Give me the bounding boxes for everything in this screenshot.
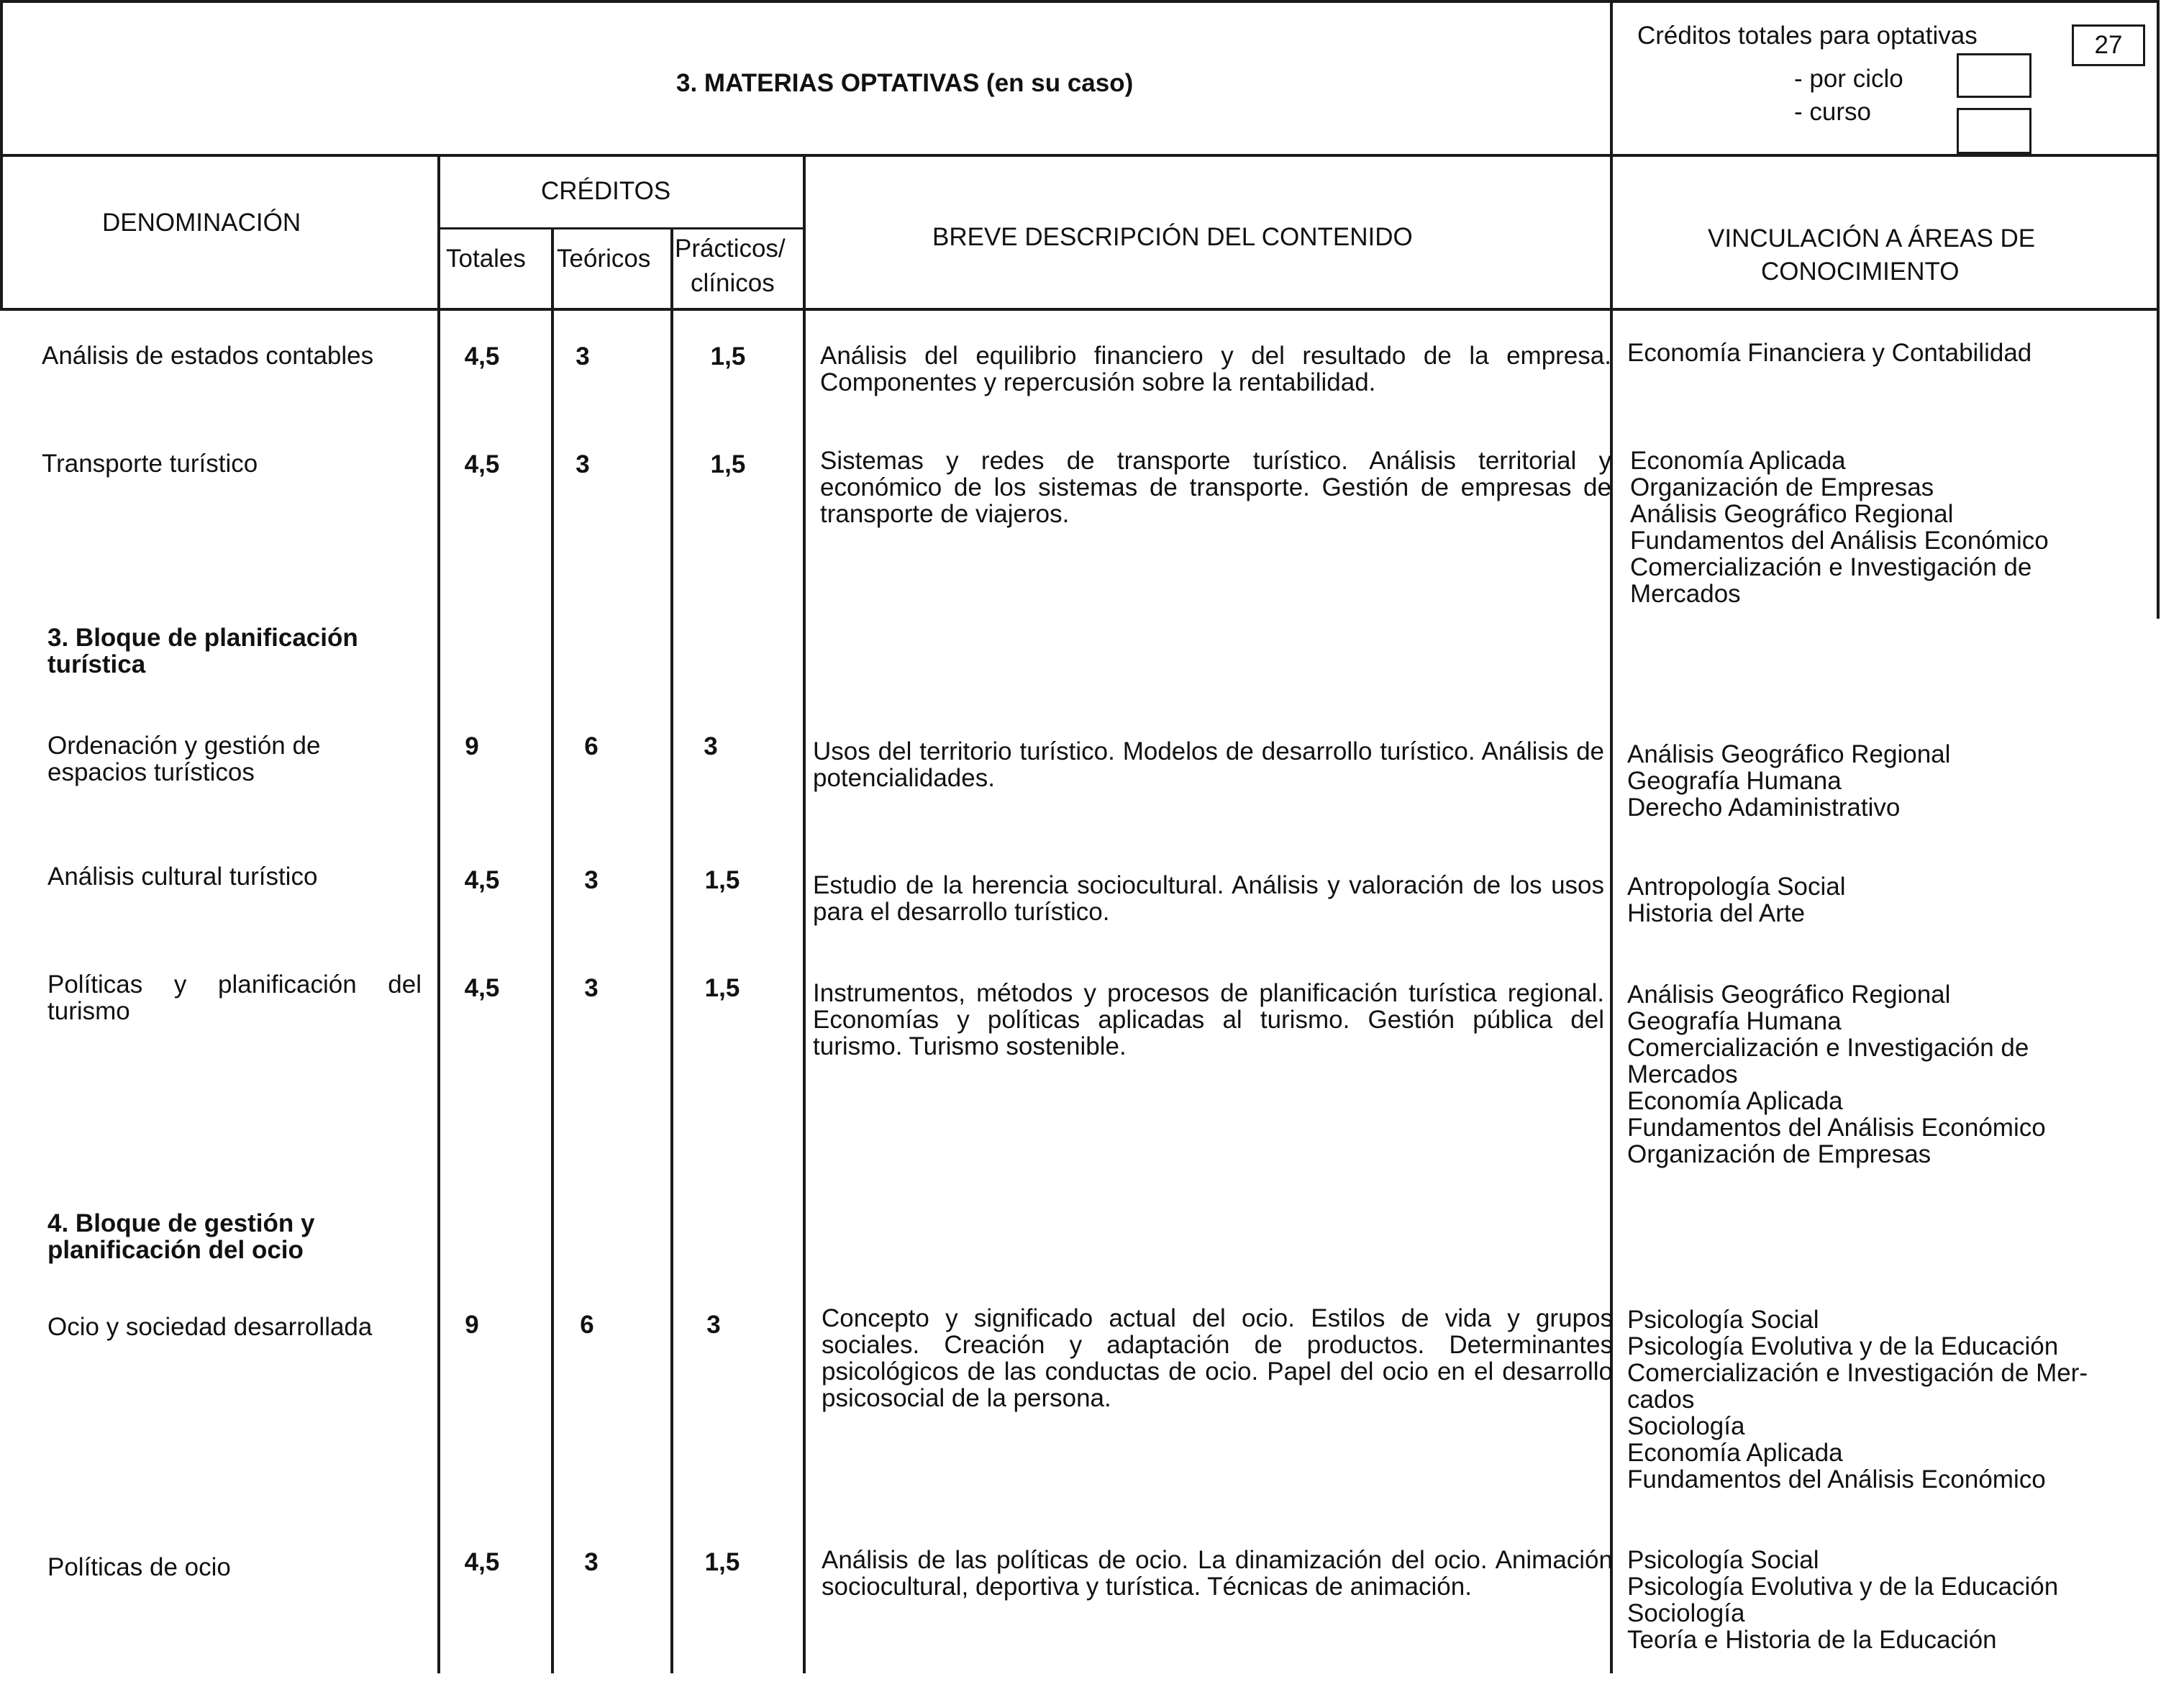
col-header-practicos-line1: Prácticos/	[675, 235, 786, 263]
row-areas	[1627, 1547, 2124, 1653]
area-item: Mercados	[1630, 580, 1741, 608]
area-item: Análisis Geográfico Regional	[1627, 740, 1951, 768]
area-item: Comercialización e Investigación de	[1630, 553, 2032, 581]
area-item: Mercados	[1627, 1060, 1738, 1088]
row-totales: 9	[465, 732, 479, 760]
area-item: Sociología	[1627, 1412, 1745, 1440]
row-totales: 4,5	[464, 342, 500, 370]
area-item: Geografía Humana	[1627, 767, 1842, 795]
area-item: Fundamentos del Análisis Económico	[1627, 1465, 2046, 1493]
area-item: Análisis Geográfico Regional	[1630, 500, 1954, 528]
section-title: 3. MATERIAS OPTATIVAS (en su caso)	[676, 69, 1134, 97]
per-cycle-box	[1957, 53, 2031, 98]
row-denominacion: Políticas de ocio	[47, 1553, 231, 1581]
row-practicos: 1,5	[704, 1548, 740, 1576]
row-practicos: 3	[706, 1311, 721, 1339]
row-descripcion: Análisis del equilibrio financiero y del resultado de la empresa. Componentes y repercusión sobre la rentabilidad.	[820, 342, 1611, 396]
col-header-vinculacion-line2: CONOCIMIENTO	[1761, 258, 1960, 286]
row-teoricos: 6	[584, 732, 599, 760]
row-teoricos: 6	[580, 1311, 594, 1339]
row-denominacion: Ocio y sociedad desarrollada	[47, 1313, 373, 1341]
col-line-descripcion	[1610, 0, 1613, 1673]
row-descripcion: Usos del territorio turístico. Modelos de desarrollo turístico. Análisis de potencialidades.	[813, 737, 1604, 792]
row-teoricos: 3	[584, 1548, 599, 1576]
area-item: Organización de Empresas	[1627, 1140, 1932, 1168]
area-item: Análisis Geográfico Regional	[1627, 981, 1951, 1009]
row-totales: 4,5	[464, 450, 500, 478]
area-item: Fundamentos del Análisis Económico	[1627, 1114, 2046, 1142]
area-item: Economía Aplicada	[1627, 1087, 1843, 1115]
row-denominacion: Análisis de estados contables	[42, 342, 374, 370]
row-descripcion: Sistemas y redes de transporte turístico. Análisis territorial y económico de los sistemas de transporte. Gestión de empresas de transporte de viajeros.	[820, 447, 1611, 528]
credits-total-label: Créditos totales para optativas	[1637, 22, 1978, 50]
area-item: Teoría e Historia de la Educación	[1627, 1626, 1997, 1654]
col-header-vinculacion-line1: VINCULACIÓN A ÁREAS DE	[1708, 224, 2036, 253]
row-denominacion: Análisis cultural turístico	[47, 863, 318, 891]
area-item: Geografía Humana	[1627, 1007, 1842, 1035]
col-line-practicos	[803, 155, 806, 1673]
block-heading: 4. Bloque de gestión y planificación del ocio	[47, 1209, 315, 1264]
area-item: Derecho Adaministrativo	[1627, 794, 1901, 822]
col-header-creditos: CRÉDITOS	[541, 177, 671, 205]
row-descripcion: Análisis de las políticas de ocio. La dinamización del ocio. Animación sociocultural, deportiva y turística. Técnicas de animación.	[822, 1546, 1613, 1601]
row-areas	[1627, 1306, 2124, 1493]
row-practicos: 1,5	[704, 974, 740, 1002]
header-divider	[0, 154, 2158, 157]
col-line-denominacion	[437, 155, 440, 1673]
area-item: Psicología Social	[1627, 1306, 1819, 1334]
per-cycle-label: - por ciclo	[1794, 65, 1903, 93]
col-line-teoricos	[670, 227, 673, 1673]
row-descripcion: Instrumentos, métodos y procesos de planificación turística regional. Economías y políticas aplicadas al turismo. Gestión pública del turismo. Turismo sostenible.	[813, 979, 1604, 1060]
per-course-box	[1957, 108, 2031, 154]
area-item: Comercialización e Investigación de	[1627, 1034, 2029, 1062]
col-line-totales	[551, 227, 554, 1673]
row-areas	[1630, 447, 2126, 607]
row-practicos: 3	[704, 732, 718, 760]
row-teoricos: 3	[584, 866, 599, 894]
row-totales: 4,5	[464, 1548, 500, 1576]
row-descripcion: Concepto y significado actual del ocio. Estilos de vida y grupos sociales. Creación y adaptación de productos. Determinantes psicológicos de las conductas de ocio. Papel del ocio en el desarrollo psicosocial de la persona.	[822, 1304, 1613, 1412]
row-descripcion: Estudio de la herencia sociocultural. Análisis y valoración de los usos para el desarrollo turístico.	[813, 871, 1604, 926]
area-item: Economía Aplicada	[1627, 1439, 1843, 1467]
creditos-subheader-line	[437, 227, 804, 229]
area-item: Historia del Arte	[1627, 899, 1806, 927]
column-header-bottom	[0, 308, 2158, 311]
row-totales: 4,5	[464, 974, 500, 1002]
top-border	[0, 0, 2158, 3]
col-header-totales: Totales	[446, 245, 526, 273]
credits-total-value: 27	[2094, 31, 2123, 59]
area-item: Antropología Social	[1627, 873, 1846, 901]
col-header-teoricos: Teóricos	[557, 245, 651, 273]
row-areas	[1627, 340, 2124, 366]
row-denominacion: Ordenación y gestión de espacios turísticos	[47, 732, 321, 786]
col-header-denominacion: DENOMINACIÓN	[102, 209, 301, 237]
area-item: Fundamentos del Análisis Económico	[1630, 527, 2049, 555]
col-header-practicos-line2: clínicos	[691, 269, 775, 297]
row-practicos: 1,5	[704, 866, 740, 894]
row-areas	[1627, 741, 2124, 821]
area-item: Psicología Evolutiva y de la Educación	[1627, 1573, 2059, 1601]
row-areas	[1627, 873, 2124, 927]
row-teoricos: 3	[584, 974, 599, 1002]
row-areas	[1627, 981, 2124, 1168]
row-totales: 4,5	[464, 866, 500, 894]
row-totales: 9	[465, 1311, 479, 1339]
area-item: Psicología Social	[1627, 1546, 1819, 1574]
area-item: Sociología	[1627, 1599, 1745, 1627]
area-item: Comercialización e Investigación de Mer-	[1627, 1359, 2088, 1387]
row-denominacion: Políticas y planificación del turismo	[47, 970, 422, 1025]
row-practicos: 1,5	[710, 450, 746, 478]
row-teoricos: 3	[575, 342, 590, 370]
area-item: Economía Aplicada	[1630, 447, 1846, 475]
row-teoricos: 3	[575, 450, 590, 478]
area-item: Organización de Empresas	[1630, 473, 1934, 501]
credits-total-box	[2072, 24, 2145, 66]
per-course-label: - curso	[1794, 98, 1871, 126]
block-heading: 3. Bloque de planificación turística	[47, 624, 358, 678]
row-practicos: 1,5	[710, 342, 746, 370]
area-item: Psicología Evolutiva y de la Educación	[1627, 1332, 2059, 1360]
col-header-descripcion: BREVE DESCRIPCIÓN DEL CONTENIDO	[932, 223, 1413, 251]
area-item: cados	[1627, 1386, 1695, 1414]
area-item: Economía Financiera y Contabilidad	[1627, 339, 2032, 367]
row-denominacion: Transporte turístico	[42, 450, 258, 478]
